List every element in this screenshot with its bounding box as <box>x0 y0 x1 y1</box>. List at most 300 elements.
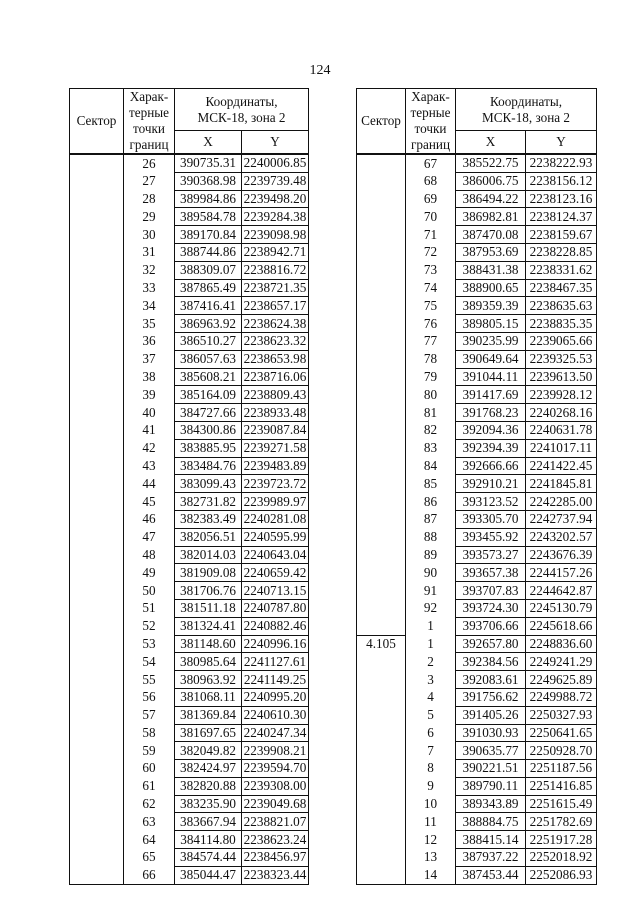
cell-sector <box>357 439 406 457</box>
cell-sector <box>357 813 406 831</box>
cell-point: 76 <box>406 315 456 333</box>
cell-y: 2250928.70 <box>526 742 597 760</box>
table-row <box>357 564 597 582</box>
cell-x: 381909.08 <box>175 564 242 582</box>
cell-point: 85 <box>406 475 456 493</box>
cell-sector <box>357 849 406 867</box>
cell-point: 26 <box>124 154 175 172</box>
cell-sector <box>70 475 124 493</box>
cell-point: 57 <box>124 706 175 724</box>
cell-sector <box>357 599 406 617</box>
cell-x: 381324.41 <box>175 617 242 635</box>
cell-sector <box>357 688 406 706</box>
cell-x: 381706.76 <box>175 582 242 600</box>
table-row <box>357 742 597 760</box>
table-row <box>70 742 309 760</box>
cell-point: 91 <box>406 582 456 600</box>
cell-x: 388900.65 <box>456 279 526 297</box>
cell-x: 389359.39 <box>456 297 526 315</box>
cell-sector <box>70 777 124 795</box>
cell-point: 3 <box>406 671 456 689</box>
cell-x: 385044.47 <box>175 866 242 884</box>
cell-point: 30 <box>124 226 175 244</box>
cell-x: 391768.23 <box>456 404 526 422</box>
cell-y: 2240247.34 <box>242 724 309 742</box>
table-row <box>70 582 309 600</box>
cell-y: 2239594.70 <box>242 760 309 778</box>
cell-x: 393724.30 <box>456 599 526 617</box>
cell-point: 32 <box>124 261 175 279</box>
cell-x: 384114.80 <box>175 831 242 849</box>
cell-sector <box>357 404 406 422</box>
table-header <box>70 89 309 155</box>
cell-x: 387865.49 <box>175 279 242 297</box>
table-row <box>70 386 309 404</box>
cell-y: 2251782.69 <box>526 813 597 831</box>
cell-y: 2238323.44 <box>242 866 309 884</box>
table-row <box>357 724 597 742</box>
cell-x: 386057.63 <box>175 350 242 368</box>
cell-x: 383667.94 <box>175 813 242 831</box>
cell-y: 2251416.85 <box>526 777 597 795</box>
table-row <box>357 208 597 226</box>
cell-x: 387470.08 <box>456 226 526 244</box>
cell-x: 383099.43 <box>175 475 242 493</box>
cell-x: 391405.26 <box>456 706 526 724</box>
cell-x: 390649.64 <box>456 350 526 368</box>
cell-point: 66 <box>124 866 175 884</box>
cell-x: 386963.92 <box>175 315 242 333</box>
cell-sector <box>357 653 406 671</box>
cell-x: 381148.60 <box>175 635 242 653</box>
cell-point: 52 <box>124 617 175 635</box>
cell-point: 1 <box>406 617 456 635</box>
cell-y: 2239739.48 <box>242 172 309 190</box>
cell-point: 89 <box>406 546 456 564</box>
cell-x: 391044.11 <box>456 368 526 386</box>
table-row <box>70 350 309 368</box>
cell-point: 43 <box>124 457 175 475</box>
table-row <box>70 777 309 795</box>
cell-x: 392384.56 <box>456 653 526 671</box>
cell-y: 2241149.25 <box>242 671 309 689</box>
cell-y: 2251917.28 <box>526 831 597 849</box>
header-y: Y <box>242 131 309 154</box>
coordinates-table-right <box>356 88 597 885</box>
cell-x: 391756.62 <box>456 688 526 706</box>
table-row <box>357 599 597 617</box>
cell-y: 2238623.32 <box>242 332 309 350</box>
header-x: X <box>456 131 526 154</box>
cell-x: 389343.89 <box>456 795 526 813</box>
cell-point: 13 <box>406 849 456 867</box>
table-row <box>357 777 597 795</box>
table-row <box>70 706 309 724</box>
cell-x: 393123.52 <box>456 493 526 511</box>
table-row <box>70 439 309 457</box>
cell-point: 59 <box>124 742 175 760</box>
cell-x: 387937.22 <box>456 849 526 867</box>
cell-point: 63 <box>124 813 175 831</box>
table-row <box>357 813 597 831</box>
cell-sector <box>70 760 124 778</box>
cell-sector <box>70 849 124 867</box>
cell-x: 388415.14 <box>456 831 526 849</box>
table-row <box>357 368 597 386</box>
cell-x: 382820.88 <box>175 777 242 795</box>
cell-x: 385164.09 <box>175 386 242 404</box>
cell-sector <box>70 617 124 635</box>
cell-point: 71 <box>406 226 456 244</box>
cell-y: 2239723.72 <box>242 475 309 493</box>
table-row <box>70 332 309 350</box>
cell-y: 2239271.58 <box>242 439 309 457</box>
cell-x: 390235.99 <box>456 332 526 350</box>
table-row <box>70 457 309 475</box>
cell-x: 389790.11 <box>456 777 526 795</box>
cell-x: 392657.80 <box>456 635 526 653</box>
table-row <box>70 261 309 279</box>
cell-sector <box>357 564 406 582</box>
cell-sector <box>70 226 124 244</box>
cell-y: 2250641.65 <box>526 724 597 742</box>
table-row <box>357 154 597 172</box>
cell-sector <box>70 510 124 528</box>
cell-point: 72 <box>406 243 456 261</box>
cell-point: 12 <box>406 831 456 849</box>
table-row <box>357 475 597 493</box>
cell-x: 382731.82 <box>175 493 242 511</box>
cell-sector <box>70 564 124 582</box>
cell-y: 2239908.21 <box>242 742 309 760</box>
cell-sector <box>70 421 124 439</box>
table-row <box>357 671 597 689</box>
cell-point: 69 <box>406 190 456 208</box>
cell-x: 383885.95 <box>175 439 242 457</box>
cell-y: 2238156.12 <box>526 172 597 190</box>
cell-sector <box>70 831 124 849</box>
cell-y: 2238124.37 <box>526 208 597 226</box>
cell-point: 8 <box>406 760 456 778</box>
cell-point: 40 <box>124 404 175 422</box>
cell-x: 386494.22 <box>456 190 526 208</box>
table-row <box>357 546 597 564</box>
cell-point: 44 <box>124 475 175 493</box>
cell-sector <box>357 777 406 795</box>
cell-y: 2239325.53 <box>526 350 597 368</box>
table-row <box>70 564 309 582</box>
cell-sector <box>357 190 406 208</box>
cell-x: 388309.07 <box>175 261 242 279</box>
header-sector: Сектор <box>357 89 406 155</box>
cell-point: 33 <box>124 279 175 297</box>
cell-y: 2239065.66 <box>526 332 597 350</box>
table-row <box>70 190 309 208</box>
cell-x: 385608.21 <box>175 368 242 386</box>
cell-point: 45 <box>124 493 175 511</box>
cell-x: 392094.36 <box>456 421 526 439</box>
table-row <box>70 421 309 439</box>
table-row <box>70 243 309 261</box>
cell-sector <box>357 760 406 778</box>
cell-y: 2242285.00 <box>526 493 597 511</box>
cell-point: 49 <box>124 564 175 582</box>
table-row <box>70 599 309 617</box>
table-row <box>357 190 597 208</box>
table-row <box>357 439 597 457</box>
cell-point: 41 <box>124 421 175 439</box>
page-number: 124 <box>309 63 331 78</box>
cell-y: 2238653.98 <box>242 350 309 368</box>
cell-point: 51 <box>124 599 175 617</box>
cell-y: 2238716.06 <box>242 368 309 386</box>
cell-sector <box>70 866 124 884</box>
table-row <box>357 332 597 350</box>
cell-sector <box>70 261 124 279</box>
cell-x: 384574.44 <box>175 849 242 867</box>
cell-x: 382383.49 <box>175 510 242 528</box>
cell-point: 42 <box>124 439 175 457</box>
table-row <box>70 849 309 867</box>
cell-y: 2239928.12 <box>526 386 597 404</box>
cell-y: 2238942.71 <box>242 243 309 261</box>
cell-point: 67 <box>406 154 456 172</box>
table-row <box>70 546 309 564</box>
cell-x: 391417.69 <box>456 386 526 404</box>
cell-point: 80 <box>406 386 456 404</box>
cell-x: 392666.66 <box>456 457 526 475</box>
cell-sector <box>357 279 406 297</box>
cell-sector <box>70 724 124 742</box>
cell-point: 82 <box>406 421 456 439</box>
cell-point: 14 <box>406 866 456 884</box>
cell-point: 27 <box>124 172 175 190</box>
cell-x: 393706.66 <box>456 617 526 635</box>
cell-x: 387416.41 <box>175 297 242 315</box>
cell-y: 2251187.56 <box>526 760 597 778</box>
cell-point: 11 <box>406 813 456 831</box>
table-row <box>357 849 597 867</box>
cell-sector <box>357 386 406 404</box>
cell-sector <box>357 617 406 635</box>
cell-sector <box>357 510 406 528</box>
cell-sector <box>70 742 124 760</box>
cell-sector <box>357 457 406 475</box>
cell-y: 2245130.79 <box>526 599 597 617</box>
cell-y: 2239989.97 <box>242 493 309 511</box>
cell-y: 2241127.61 <box>242 653 309 671</box>
cell-x: 393305.70 <box>456 510 526 528</box>
cell-sector <box>70 332 124 350</box>
cell-point: 87 <box>406 510 456 528</box>
table-row <box>70 795 309 813</box>
cell-point: 47 <box>124 528 175 546</box>
table-row <box>357 635 597 653</box>
cell-point: 55 <box>124 671 175 689</box>
cell-y: 2239483.89 <box>242 457 309 475</box>
cell-y: 2239284.38 <box>242 208 309 226</box>
cell-sector <box>357 528 406 546</box>
cell-sector <box>70 350 124 368</box>
cell-sector <box>70 813 124 831</box>
table-row <box>70 528 309 546</box>
cell-point: 6 <box>406 724 456 742</box>
cell-x: 390221.51 <box>456 760 526 778</box>
cell-point: 90 <box>406 564 456 582</box>
table-body-left <box>70 154 309 884</box>
table-row <box>357 688 597 706</box>
cell-y: 2252018.92 <box>526 849 597 867</box>
cell-x: 386982.81 <box>456 208 526 226</box>
cell-sector <box>70 671 124 689</box>
cell-x: 389170.84 <box>175 226 242 244</box>
table-row <box>357 706 597 724</box>
cell-x: 383484.76 <box>175 457 242 475</box>
cell-sector <box>70 706 124 724</box>
cell-sector <box>357 582 406 600</box>
table-row <box>357 297 597 315</box>
cell-point: 7 <box>406 742 456 760</box>
cell-y: 2241017.11 <box>526 439 597 457</box>
header-characteristic-points: Харак- терные точки границ <box>406 89 456 155</box>
cell-y: 2240281.08 <box>242 510 309 528</box>
cell-y: 2238467.35 <box>526 279 597 297</box>
cell-sector <box>70 404 124 422</box>
cell-x: 382049.82 <box>175 742 242 760</box>
table-row <box>70 688 309 706</box>
cell-y: 2244642.87 <box>526 582 597 600</box>
cell-sector <box>70 688 124 706</box>
header-coordinates: Координаты, МСК-18, зона 2 <box>175 89 309 131</box>
table-row <box>70 404 309 422</box>
cell-sector: 4.105 <box>357 635 406 653</box>
table-row <box>70 154 309 172</box>
cell-sector <box>357 866 406 884</box>
header-sector: Сектор <box>70 89 124 155</box>
cell-sector <box>357 742 406 760</box>
table-body-right <box>357 154 597 884</box>
table-row <box>70 671 309 689</box>
cell-point: 84 <box>406 457 456 475</box>
cell-x: 390735.31 <box>175 154 242 172</box>
cell-point: 62 <box>124 795 175 813</box>
cell-y: 2240882.46 <box>242 617 309 635</box>
cell-y: 2238821.07 <box>242 813 309 831</box>
cell-point: 35 <box>124 315 175 333</box>
table-row <box>357 653 597 671</box>
table-row <box>357 315 597 333</box>
cell-x: 386006.75 <box>456 172 526 190</box>
cell-sector <box>357 795 406 813</box>
cell-y: 2238331.62 <box>526 261 597 279</box>
cell-point: 50 <box>124 582 175 600</box>
cell-x: 384300.86 <box>175 421 242 439</box>
cell-sector <box>357 315 406 333</box>
cell-x: 382014.03 <box>175 546 242 564</box>
cell-point: 48 <box>124 546 175 564</box>
cell-sector <box>70 279 124 297</box>
cell-x: 388884.75 <box>456 813 526 831</box>
cell-sector <box>70 368 124 386</box>
cell-y: 2238933.48 <box>242 404 309 422</box>
cell-y: 2239049.68 <box>242 795 309 813</box>
table-row <box>357 457 597 475</box>
header-coordinates: Координаты, МСК-18, зона 2 <box>456 89 597 131</box>
cell-sector <box>70 546 124 564</box>
cell-point: 46 <box>124 510 175 528</box>
cell-x: 392394.39 <box>456 439 526 457</box>
cell-sector <box>70 243 124 261</box>
cell-y: 2249241.29 <box>526 653 597 671</box>
cell-point: 81 <box>406 404 456 422</box>
cell-y: 2238228.85 <box>526 243 597 261</box>
cell-y: 2240996.16 <box>242 635 309 653</box>
cell-y: 2240610.30 <box>242 706 309 724</box>
cell-point: 4 <box>406 688 456 706</box>
table-row <box>357 831 597 849</box>
cell-x: 390368.98 <box>175 172 242 190</box>
cell-sector <box>70 297 124 315</box>
cell-x: 393657.38 <box>456 564 526 582</box>
cell-y: 2238835.35 <box>526 315 597 333</box>
cell-sector <box>357 493 406 511</box>
cell-y: 2243676.39 <box>526 546 597 564</box>
cell-y: 2239308.00 <box>242 777 309 795</box>
cell-y: 2240595.99 <box>242 528 309 546</box>
table-row <box>357 172 597 190</box>
cell-sector <box>70 315 124 333</box>
cell-sector <box>357 724 406 742</box>
table-row <box>70 279 309 297</box>
table-row <box>70 653 309 671</box>
table-row <box>70 315 309 333</box>
cell-sector <box>357 154 406 172</box>
cell-y: 2238624.38 <box>242 315 309 333</box>
cell-sector <box>357 243 406 261</box>
table-row <box>357 386 597 404</box>
cell-y: 2240006.85 <box>242 154 309 172</box>
table-row <box>70 297 309 315</box>
table-row <box>357 510 597 528</box>
table-row <box>357 421 597 439</box>
cell-x: 382056.51 <box>175 528 242 546</box>
table-row <box>357 226 597 244</box>
cell-point: 58 <box>124 724 175 742</box>
cell-point: 92 <box>406 599 456 617</box>
cell-sector <box>70 154 124 172</box>
cell-sector <box>357 475 406 493</box>
cell-sector <box>357 226 406 244</box>
cell-point: 56 <box>124 688 175 706</box>
cell-x: 386510.27 <box>175 332 242 350</box>
cell-y: 2241845.81 <box>526 475 597 493</box>
cell-point: 77 <box>406 332 456 350</box>
cell-y: 2238222.93 <box>526 154 597 172</box>
cell-x: 390635.77 <box>456 742 526 760</box>
table-row <box>70 493 309 511</box>
table-row <box>357 493 597 511</box>
cell-y: 2240643.04 <box>242 546 309 564</box>
table-row <box>357 261 597 279</box>
cell-x: 380963.92 <box>175 671 242 689</box>
table-header <box>357 89 597 155</box>
cell-y: 2238657.17 <box>242 297 309 315</box>
cell-sector <box>70 635 124 653</box>
cell-point: 70 <box>406 208 456 226</box>
cell-x: 381511.18 <box>175 599 242 617</box>
cell-point: 60 <box>124 760 175 778</box>
cell-y: 2238809.43 <box>242 386 309 404</box>
